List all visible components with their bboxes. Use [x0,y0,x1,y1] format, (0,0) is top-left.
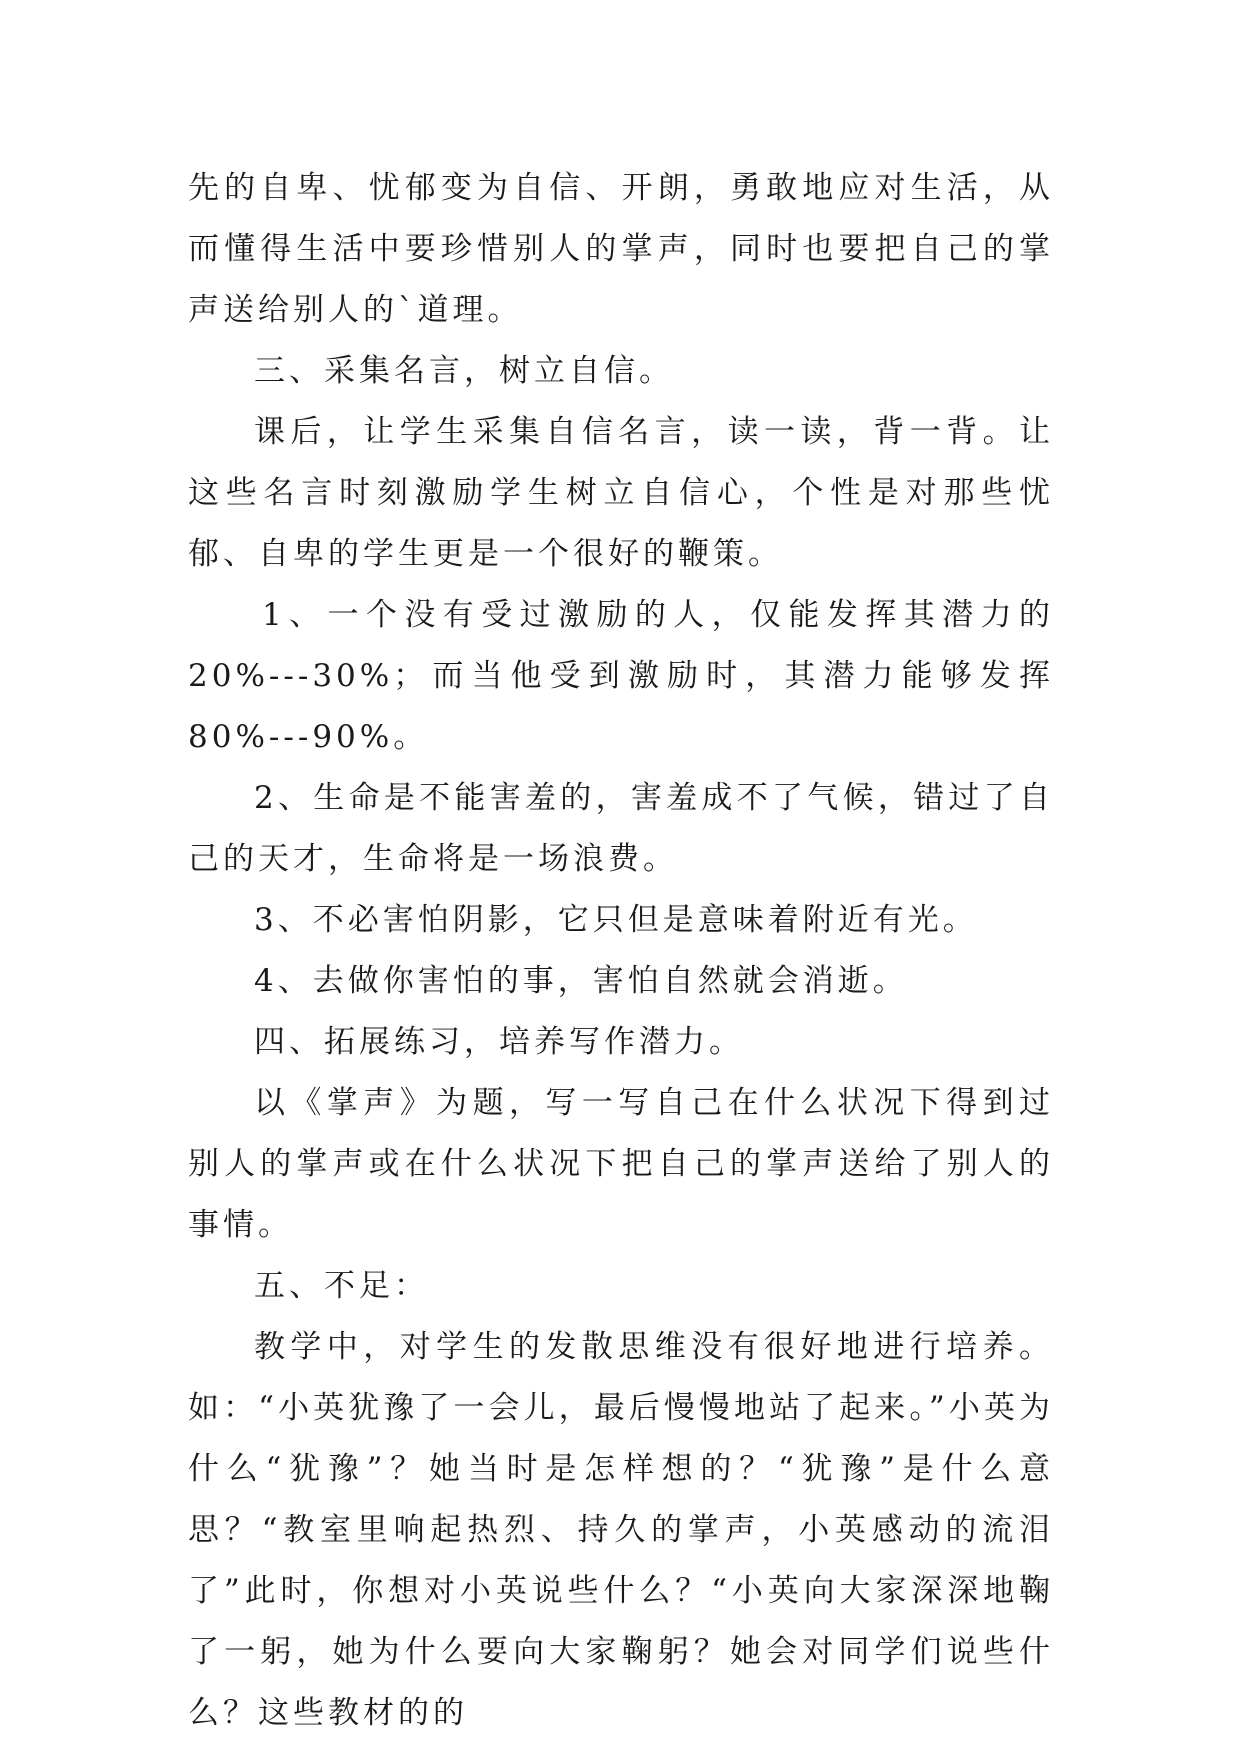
quote-item-1-end: 80%---90%。 [188,719,429,755]
document-body [188,158,1054,1744]
section-heading-3: 三、采集名言，树立自信。 [254,353,674,389]
paragraph-collect-quotes: 课后，让学生采集自信名言，读一读，背一背。让这些名言时刻激励学生树立自信心，个性是对那些忧郁、自卑的学生更是一个很好的鞭策。 [188,414,1054,572]
paragraph-writing-task: 以《掌声》为题，写一写自己在什么状况下得到过别人的掌声或在什么状况下把自己的掌声送给了别人的事情。 [188,1085,1054,1243]
section-heading-4: 四、拓展练习，培养写作潜力。 [254,1024,744,1060]
quote-item-4: 4、去做你害怕的事，害怕自然就会消逝。 [254,963,908,999]
paragraph-shortcomings: 教学中，对学生的发散思维没有很好地进行培养。如：“小英犹豫了一会儿，最后慢慢地站了起来。”小英为什么“犹豫”？她当时是怎样想的？“犹豫”是什么意思？“教室里响起热烈、持久的掌声，小英感动的流泪了”此时，你想对小英说些什么？“小英向大家深深地鞠了一躬，她为什么要向大家鞠躬？她会对同学们说些什么？这些教材的的 [188,1329,1054,1731]
quote-item-3: 3、不必害怕阴影，它只但是意味着附近有光。 [254,902,978,938]
quote-item-1: 1、一个没有受过激励的人，仅能发挥其潜力的20%---30%；而当他受到激励时，其潜力能够发挥 [188,597,1054,694]
quote-item-2: 2、生命是不能害羞的，害羞成不了气候，错过了自己的天才，生命将是一场浪费。 [188,780,1054,877]
paragraph-continuation: 先的自卑、忧郁变为自信、开朗，勇敢地应对生活，从而懂得生活中要珍惜别人的掌声，同时也要把自己的掌声送给别人的`道理。 [188,170,1054,328]
section-heading-5: 五、不足： [254,1268,429,1304]
